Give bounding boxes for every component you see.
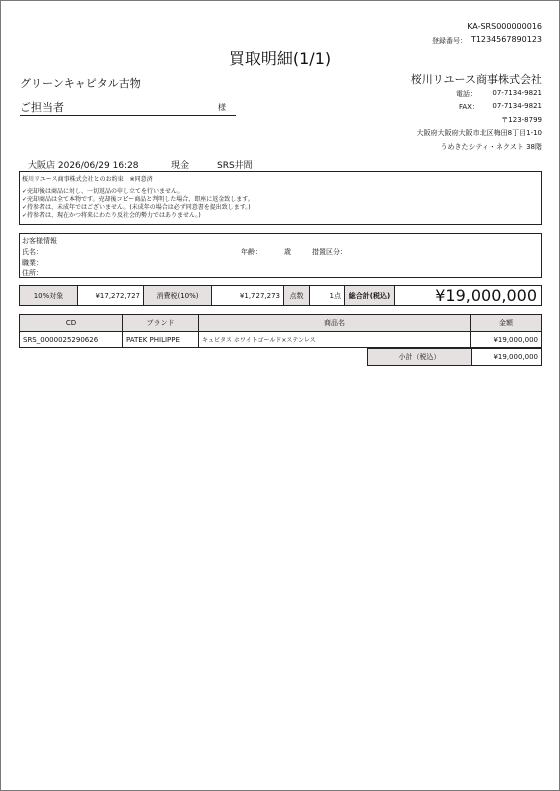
phone-number: 07-7134-9821 xyxy=(492,89,542,97)
header-cd: CD xyxy=(20,315,123,332)
items-table xyxy=(19,314,542,348)
table-row xyxy=(20,332,542,348)
header-amount: 金額 xyxy=(471,315,542,332)
count-value: 1点 xyxy=(310,286,345,306)
summary-table xyxy=(19,285,542,306)
promise-box xyxy=(19,171,542,225)
payment-method: 現金 xyxy=(171,161,190,171)
issuer-name: 桜川リユース商事株式会社 xyxy=(410,73,542,86)
job-label: 職業： xyxy=(22,259,43,267)
postal-code: 〒123-8799 xyxy=(501,116,542,124)
row-brand: PATEK PHILIPPE xyxy=(123,332,199,348)
phone-label: 電話： xyxy=(456,90,477,98)
count-label: 点数 xyxy=(284,286,310,306)
address-line-1: 大阪府大阪府大阪市北区梅田8丁目1-10 xyxy=(416,129,542,137)
header-product-name: 商品名 xyxy=(199,315,471,332)
store-datetime: 大阪店 2026/06/29 16:28 xyxy=(28,161,139,171)
customer-address-label: 住所： xyxy=(22,269,43,277)
customer-contact: ご担当者 xyxy=(20,101,64,114)
tax-label: 消費税(10%) xyxy=(144,286,212,306)
promise-line: ✓売却商品は全て本物です。売却後コピー商品と判明した場合、即座に返金致します。 xyxy=(22,196,254,203)
promise-line: ✓持参者は、未成年ではございません。(未成年の場合は必ず同意書を提出致します。) xyxy=(22,204,251,211)
age-label: 年齢： xyxy=(241,248,262,256)
promise-line: ✓持参者は、現在かつ将来にわたり反社会的勢力ではありません。) xyxy=(22,212,201,219)
total-label: 総合計(税込) xyxy=(345,286,395,306)
honorific: 様 xyxy=(218,103,226,112)
age-unit: 歳 xyxy=(284,248,291,256)
customer-company: グリーンキャピタル古物 xyxy=(20,77,141,90)
registration-number: T1234567890123 xyxy=(470,35,542,44)
registration-label: 登録番号： xyxy=(432,37,467,45)
promise-line: ✓売却後は商品に対し、一切返品の申し立てを行いません。 xyxy=(22,188,184,195)
row-amount: ¥19,000,000 xyxy=(471,332,542,348)
tax-value: ¥1,727,273 xyxy=(212,286,284,306)
measure-label: 措置区分： xyxy=(312,248,347,256)
tax-target-label: 10%対象 xyxy=(20,286,78,306)
fax-number: 07-7134-9821 xyxy=(492,102,542,110)
page-title: 買取明細(1/1) xyxy=(228,49,332,68)
subtotal-table xyxy=(367,348,542,366)
name-label: 氏名： xyxy=(22,248,43,256)
promise-heading: 桜川リユース商事株式会社とのお約束 ※同意済 xyxy=(22,176,153,183)
customer-info-heading: お客様情報 xyxy=(22,237,57,245)
contact-underline xyxy=(20,115,236,116)
subtotal-value: ¥19,000,000 xyxy=(472,349,542,366)
total-value: ¥19,000,000 xyxy=(395,286,542,306)
customer-info-box xyxy=(19,233,542,278)
tax-target-value: ¥17,272,727 xyxy=(78,286,144,306)
subtotal-label: 小計（税込） xyxy=(368,349,472,366)
header-brand: ブランド xyxy=(123,315,199,332)
row-product-name: キュビタス ホワイトゴールド×ステンレス xyxy=(199,332,471,348)
row-cd: SRS_0000025290626 xyxy=(20,332,123,348)
staff-name: SRS井間 xyxy=(217,161,253,171)
fax-label: FAX： xyxy=(459,103,479,111)
document-number: KA-SRS000000016 xyxy=(467,22,542,31)
address-line-2: うめきたシティ・ネクスト 38階 xyxy=(440,143,542,151)
items-header-row xyxy=(20,315,542,332)
